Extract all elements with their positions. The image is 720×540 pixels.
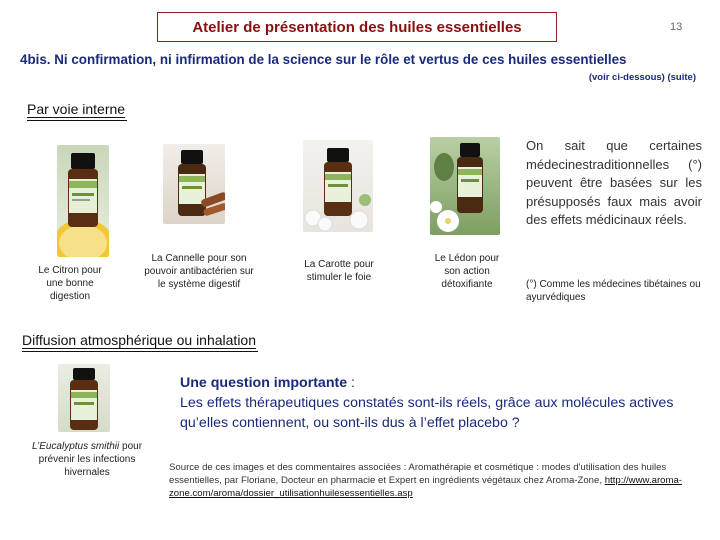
- heading-subnote: (voir ci-dessous) (suite): [588, 72, 696, 83]
- question-title-suffix: :: [347, 375, 355, 391]
- eucalyptus-oil-bottle-photo: [58, 364, 110, 432]
- lemon-oil-bottle-photo: [57, 145, 109, 257]
- section-diffusion-title: Diffusion atmosphérique ou inhalation: [22, 332, 257, 348]
- eucalyptus-caption-name: L’Eucalyptus smithii: [31, 441, 120, 452]
- lemon-caption: Le Citron pour une bonne digestion: [38, 265, 102, 302]
- important-question: [180, 373, 700, 433]
- source-link[interactable]: http://www.aroma-zone.com/aroma/dossier_utilisationhuilesessentielles.asp: [169, 475, 682, 499]
- side-footnote: (°) Comme les médecines tibétaines ou ayurvédiques: [526, 279, 701, 303]
- section-internal-title: Par voie interne: [27, 101, 126, 117]
- source-text: Source de ces images et des commentaires associées : Aromathérapie et cosmétique : modes d'utilisation des huiles essentielles, par Floriane, Docteur en pharmacie et Expert en ingrédients végétaux chez Aroma-Zone,: [169, 462, 667, 486]
- main-heading: 4bis. Ni confirmation, ni infirmation de la science sur le rôle et vertus de ces huiles essentielles: [20, 52, 627, 67]
- carrot-caption: La Carotte pour stimuler le foie: [304, 259, 374, 283]
- source-citation: [169, 461, 699, 500]
- question-title: Une question importante: [180, 375, 348, 391]
- ledon-caption: Le Lédon pour son action détoxifiante: [434, 253, 500, 290]
- ledon-oil-bottle-photo: [430, 137, 500, 235]
- slide-title: Atelier de présentation des huiles essentielles: [192, 18, 522, 36]
- eucalyptus-caption-rest: pour prévenir les infections hivernales: [38, 441, 143, 478]
- side-commentary: On sait que certaines médecinestraditionnelles (°) peuvent être basées sur les présupposés faux mais avoir des effets médicinaux réels.: [526, 138, 702, 227]
- eucalyptus-caption: [28, 440, 146, 479]
- page-number: 13: [670, 21, 683, 33]
- carrot-oil-bottle-photo: [303, 140, 373, 232]
- cinnamon-caption: La Cannelle pour son pouvoir antibactérien sur le système digestif: [144, 253, 254, 290]
- cinnamon-oil-bottle-photo: [163, 144, 225, 224]
- question-body: Les effets thérapeutiques constatés sont-ils réels, grâce aux molécules actives qu’elles contiennent, ou sont-ils dus à l’effet placebo ?: [180, 395, 674, 431]
- slide-title-box: [157, 12, 557, 42]
